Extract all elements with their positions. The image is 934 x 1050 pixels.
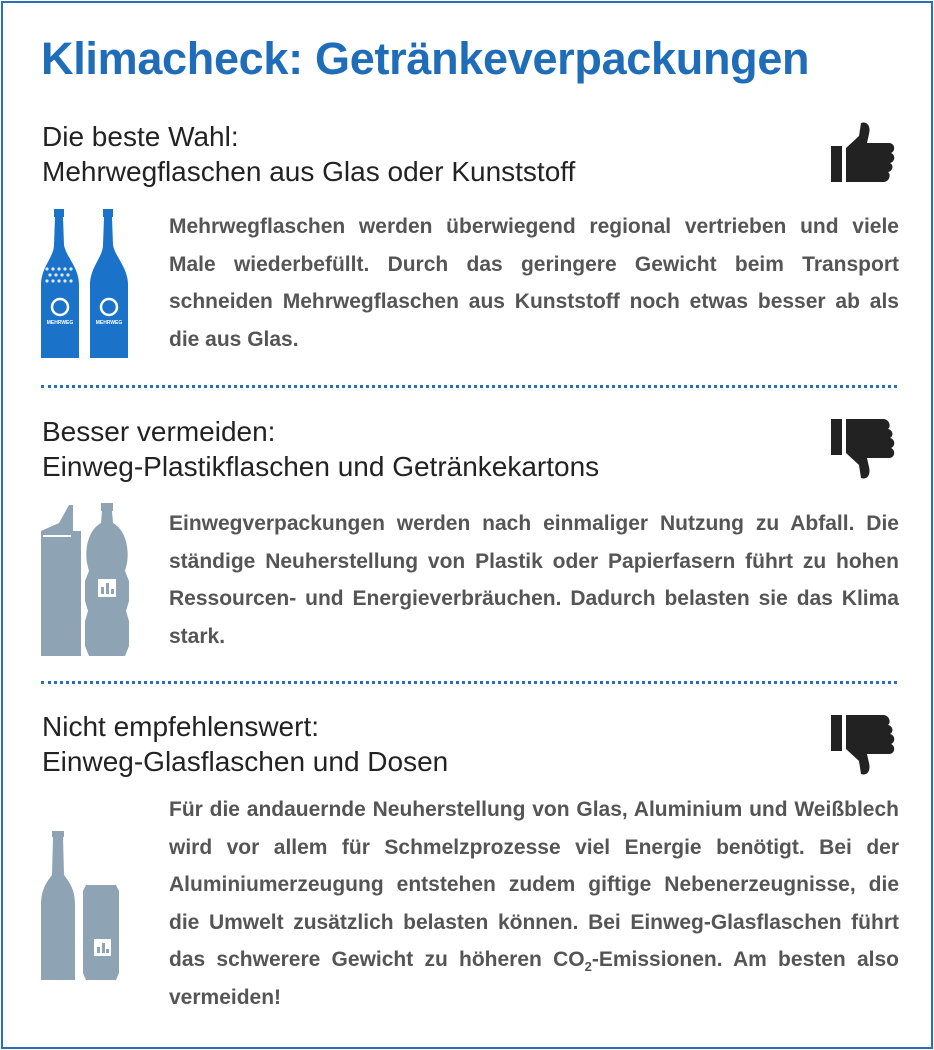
section-divider	[41, 385, 897, 388]
thumbs-down-icon	[829, 415, 897, 481]
text-part: Für die andauernde Neuherstellung von Glas, Aluminium und Weißblech wird vor allem für Schmelzprozesse viel Energie benötigt. Bei der Aluminiumerzeugung entstehen zudem giftige Nebenerzeugnisse, die die Umwelt zusätzlich belasten können. Bei Einweg-Glasflaschen führt das schwerere Gewicht zu höheren CO	[169, 798, 899, 971]
svg-text:MEHRWEG: MEHRWEG	[46, 320, 74, 326]
section-heading-line1: Die beste Wahl:	[42, 121, 239, 152]
section-text-not-recommended	[169, 791, 899, 1016]
svg-text:MEHRWEG: MEHRWEG	[95, 320, 123, 326]
section-divider	[41, 681, 897, 684]
section-heading-avoid	[42, 414, 599, 484]
section-heading-line2: Einweg-Glasflaschen und Dosen	[42, 746, 449, 777]
thumbs-down-icon	[829, 711, 897, 777]
mehrweg-label	[47, 320, 123, 326]
section-heading-line2: Mehrwegflaschen aus Glas oder Kunststoff	[42, 156, 576, 187]
thumbs-up-icon	[829, 120, 897, 186]
section-text-best: Mehrwegflaschen werden überwiegend regional vertrieben und viele Male wiederbefüllt. Durch das geringere Gewicht beim Transport schneiden Mehrwegflaschen aus Kunststoff noch etwas besser ab als die aus Glas.	[169, 215, 899, 351]
page-title: Klimacheck: Getränkeverpackungen	[41, 33, 810, 84]
section-heading-line1: Besser vermeiden:	[42, 416, 276, 447]
page-frame	[1, 1, 933, 1049]
single-use-glass-bottle-and-can-icon	[37, 829, 127, 983]
section-heading-line1: Nicht empfehlenswert:	[42, 711, 320, 742]
section-heading-not-recommended	[42, 709, 448, 779]
section-heading-line2: Einweg-Plastikflaschen und Getränkekartons	[42, 451, 600, 482]
section-heading-best	[42, 119, 575, 189]
section-text-avoid: Einwegverpackungen werden nach einmaliger Nutzung zu Abfall. Die ständige Neuherstellung von Plastik oder Papierfasern führt zu hohen Ressourcen- und Energieverbräuchen. Dadurch belasten sie das Klima stark.	[169, 512, 899, 648]
single-use-carton-and-plastic-bottle-icon	[37, 501, 133, 659]
subscript-two: 2	[584, 959, 592, 975]
reusable-bottles-icon	[37, 207, 133, 361]
text-part: -Emissionen. Am besten also vermeiden!	[169, 948, 899, 1009]
